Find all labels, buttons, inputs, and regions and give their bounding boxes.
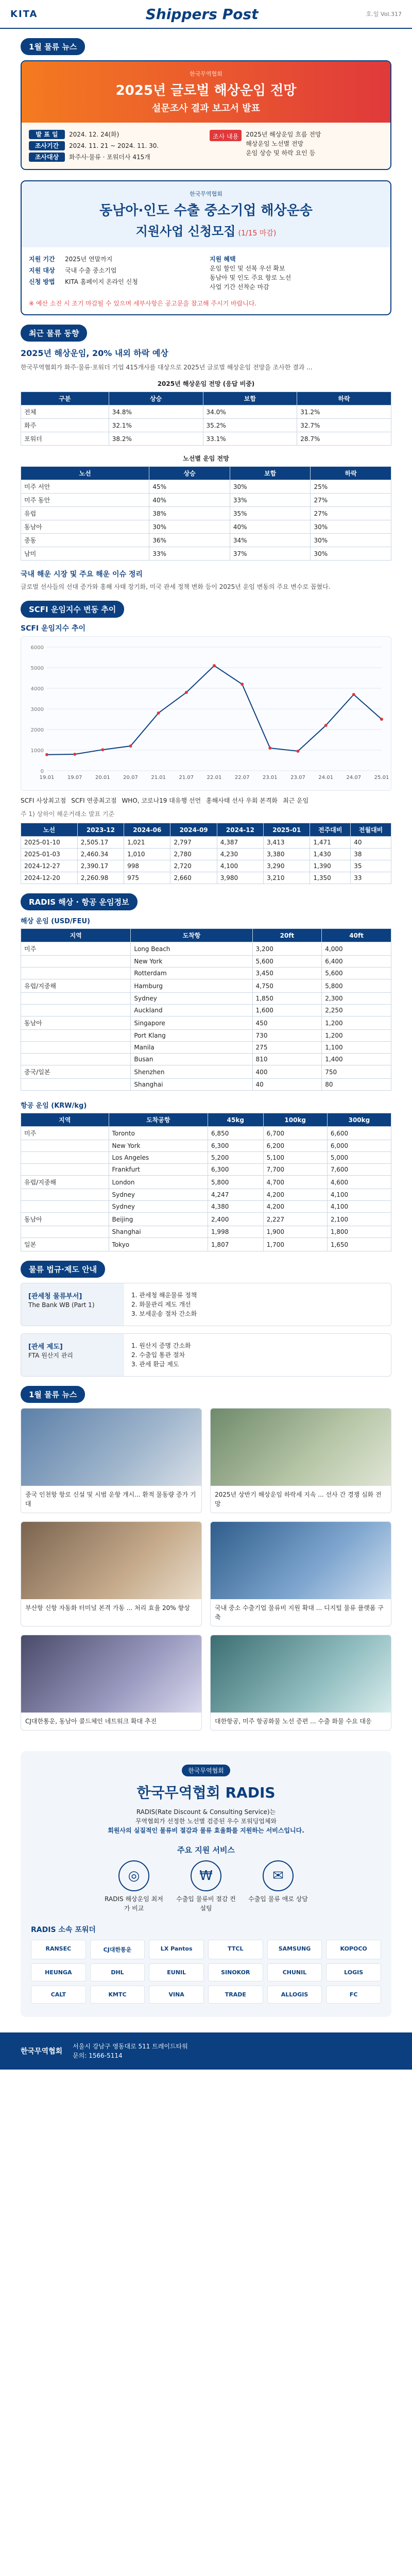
banner1-box-label: 조사 내용 [210,130,242,141]
issue-number: 호.일 Vol.317 [366,11,402,18]
law-item: 1. 관세청 해운물류 정책 [131,1292,197,1299]
law-tag: [관세청 물류부서] [28,1293,82,1300]
table-row: 전체 34.8% 34.0% 31.2% [21,405,391,419]
scfi-annotation: SCFI 연중최고점 [71,797,117,804]
news-card[interactable] [210,1521,391,1626]
x-tick-label: 19.01 [39,775,55,781]
news-caption: 2025년 상반기 해상운임 하락세 지속 ... 선사 간 경쟁 심화 전망 [215,1491,382,1507]
partner-logo[interactable]: DHL [90,1963,145,1981]
table-row: 미주 동안 40% 33% 27% [21,494,391,507]
section-label-news: 1월 물류 뉴스 [21,1386,85,1403]
table-row: Busan 810 1,400 [21,1054,391,1065]
banner2-right-item: 운임 할인 및 선복 우선 확보 [210,265,285,272]
law-item: 3. 보세운송 절차 간소화 [131,1310,197,1317]
partner-logo[interactable]: VINA [149,1986,204,2004]
news-caption: 국내 중소 수출기업 물류비 지원 확대 ... 디지털 물류 플랫폼 구축 [215,1604,384,1621]
banner2-title: 동남아·인도 수출 중소기업 해상운송 [99,203,313,218]
table-row: 미주 Long Beach 3,200 4,000 [21,942,391,956]
table-row: 중국/일본 Shenzhen 400 750 [21,1065,391,1079]
money-icon: ₩ [191,1860,221,1891]
law-item: 1. 원산지 증명 간소화 [131,1342,191,1349]
x-tick-label: 23.07 [290,775,305,781]
banner1-box-item: 해상운임 노선별 전망 [246,140,304,147]
section-label-event: 1월 물류 뉴스 [21,38,85,55]
section-label-scfi: SCFI 운임지수 변동 추이 [21,601,124,618]
svc-item[interactable] [175,1860,237,1913]
note-heading: 국내 해운 시장 및 주요 해운 이슈 정리 [21,570,143,579]
scfi-title: SCFI 운임지수 추이 [21,624,86,633]
table-row: Port Klang 730 1,200 [21,1030,391,1042]
footer-addr: 서울시 강남구 영동대로 511 트레이드타워 [73,2043,188,2050]
partner-logo[interactable]: EUNIL [149,1963,204,1981]
table-row: Auckland 1,600 2,250 [21,1005,391,1016]
footer [0,2032,412,2070]
svc-item[interactable] [247,1860,309,1913]
scfi-series-line [47,666,382,755]
table-row: Los Angeles 5,200 5,100 5,000 [21,1152,391,1164]
news-caption: 대한항공, 미주 항공화물 노선 증편 ... 수출 화물 수요 대응 [215,1718,372,1725]
table-row: New York 5,600 6,400 [21,956,391,968]
table-row: 2025-01-10 2,505.17 1,021 2,797 4,387 3,413 1,471 40 [21,837,391,849]
law-card[interactable] [21,1333,391,1377]
banner1-box-item: 운임 상승 및 하락 요인 등 [246,149,316,157]
y-tick-label: 3000 [30,707,44,713]
ad-desc: RADIS(Rate Discount & Consulting Service)는 [136,1808,276,1816]
partner-logo[interactable]: LX Pantos [149,1940,204,1959]
banner1-row: 조사기간 2024. 11. 21 ~ 2024. 11. 30. [29,141,202,150]
banner-freight-outlook[interactable] [21,60,391,170]
kita-logo[interactable]: KITA [10,8,38,20]
banner1-tag: 한국무역협회 [190,71,222,77]
table-row: Sydney 4,380 4,200 4,100 [21,1201,391,1213]
header [0,0,412,29]
banner1-subtitle: 설문조사 결과 보고서 발표 [151,103,261,114]
table-row: 일본 Tokyo 1,807 1,700 1,650 [21,1238,391,1251]
svc-item[interactable] [103,1860,165,1913]
x-tick-label: 24.07 [346,775,362,781]
table-row: 미주 서안 45% 30% 25% [21,480,391,494]
news-photo [211,1635,391,1713]
scfi-point [101,748,104,751]
news-card[interactable] [21,1521,202,1626]
table-row: Sydney 1,850 2,300 [21,993,391,1005]
scfi-point [352,693,355,696]
scfi-point [185,691,188,694]
svc-label: 수출입 물류 애로 상담 [248,1895,308,1903]
banner2-row: 지원 대상 국내 수출 중소기업 [29,267,117,274]
latest-heading: 2025년 해상운임, 20% 내외 하락 예상 [21,348,168,358]
partner-logo[interactable]: CJ대한통운 [90,1940,145,1959]
svc-label: 수출입 물류비 절감 컨설팅 [176,1895,236,1912]
table-row: 2025-01-03 2,460.34 1,010 2,780 4,230 3,380 1,430 38 [21,849,391,860]
table-row: 2024-12-27 2,390.17 998 2,720 4,100 3,290 1,390 35 [21,860,391,872]
banner2-foot-note: ※ 예산 소진 시 조기 마감될 수 있으며 세부사항은 공고문을 참고해 주시기 바랍니다. [29,300,257,307]
scfi-annotation: 최근 운임 [283,797,309,804]
latest-trends [21,347,391,591]
partner-logo[interactable]: CHUNIL [267,1963,322,1981]
scfi-point [213,664,216,667]
news-grid [21,1408,391,1731]
table-row: 포워더 38.2% 33.1% 28.7% [21,432,391,446]
law-tag: [관세 제도] [28,1343,63,1351]
scfi-point [45,753,48,756]
table-row: 화주 32.1% 35.2% 32.7% [21,419,391,432]
news-card[interactable] [210,1408,391,1513]
news-card[interactable] [21,1635,202,1731]
y-tick-label: 6000 [30,645,44,651]
radis-rates [21,916,391,1251]
banner1-box-item: 2025년 해상운임 흐름 전망 [246,131,321,138]
svc-label: RADIS 해상운임 최저가 비교 [105,1895,163,1912]
ad-title: 한국무역협회 RADIS [136,1784,276,1801]
table-row: Rotterdam 3,450 5,600 [21,968,391,979]
news-photo [211,1522,391,1599]
scfi-point [380,718,383,721]
banner2-row: 신청 방법 KITA 홈페이지 온라인 신청 [29,278,138,285]
table-row: Shanghai 1,998 1,900 1,800 [21,1226,391,1238]
table-row: 유럽/지중해 Hamburg 4,750 5,800 [21,979,391,993]
partners-title: RADIS 소속 포워더 [31,1926,96,1934]
banner2-period-note: (1/15 마감) [238,229,277,238]
scfi-point [157,711,160,715]
law-item: 2. 수출입 통관 절차 [131,1351,185,1359]
x-tick-label: 22.01 [207,775,222,781]
partner-logo[interactable]: TRADE [208,1986,263,2004]
partner-logo[interactable]: ALLOGIS [267,1986,322,2004]
table-row: 유럽/지중해 London 5,800 4,700 4,600 [21,1176,391,1189]
note-body: 글로벌 선사들의 선대 증가와 홍해 사태 장기화, 미국 관세 정책 변화 등이 2025년 운임 변동의 주요 변수로 꼽혔다. [21,583,331,590]
outlook-table-title: 2025년 해상운임 전망 (응답 비중) [157,380,255,387]
news-photo [21,1522,201,1599]
scfi-route-table: 노선 2023-12 2024-06 2024-09 2024-12 2025-01 전주대비 전월대비 2025-01-10 2,505.17 1,021 2,797 4,387 3,413 1,471 40 2025-01-03 2,460.34 1,010 2,780 4,230 3,380 1,430 38 2024-12-27 2,390.17 998 2,720 4,100 3,290 1,390 35 2024-12-20 2,260.98 975 2,660 3,980 3,210 1,350 33 [21,823,391,884]
route-outlook-table: 노선 상승 보합 하락 미주 서안 45% 30% 25% 미주 동안 40% 33% 27% 유럽 38% 35% 27% 동남아 30% 40% 30% 중동 36% 34% 30% 남미 33% 37% 30% [21,466,391,561]
table-row: 동남아 Singapore 450 1,200 [21,1016,391,1030]
table-row: 미주 Toronto 6,850 6,700 6,600 [21,1127,391,1140]
air-rate-table: 지역 도착공항 45kg 100kg 300kg 미주 Toronto 6,850 6,700 6,600 New York 6,300 6,200 6,000 Los Angeles 5,200 5,100 5,000 Frankfurt 6,300 7,700 7,600 유럽/지중해 London 5,800 4,700 4,600 Sydney 4,247 4,200 4,100 Sydney 4,380 4,200 4,100 동남아 Beijing 2,400 2,227 2,100 Shanghai 1,998 1,900 1,800 일본 Tokyo 1,807 1,700 1,650 [21,1113,391,1251]
banner2-subtitle: 지원사업 신청모집 [135,224,236,239]
partner-logos [31,1940,381,2004]
x-tick-label: 23.01 [263,775,278,781]
law-section [21,1283,391,1377]
ad-tag: 한국무역협회 [182,1765,230,1776]
table-row: 동남아 Beijing 2,400 2,227 2,100 [21,1213,391,1226]
partner-logo[interactable]: LOGIS [326,1963,381,1981]
scfi-annotation: WHO, 코로나19 대유행 선언 [122,797,201,804]
y-tick-label: 2000 [30,727,44,733]
table-row: Shanghai 40 80 [21,1079,391,1091]
x-tick-label: 19.07 [67,775,82,781]
table-row: Manila 275 1,100 [21,1042,391,1054]
x-tick-label: 25.01 [374,775,389,781]
partner-logo[interactable]: RANSEC [31,1940,86,1959]
banner-shipping-support[interactable] [21,180,391,315]
law-sub: The Bank WB (Part 1) [28,1301,95,1309]
ad-desc: 회원사의 실질적인 물류비 절감과 물류 효율화를 지원하는 서비스입니다. [108,1827,304,1834]
scfi-point [268,747,271,750]
x-tick-label: 20.01 [95,775,110,781]
partner-logo[interactable]: HEUNGA [31,1963,86,1981]
section-label-law: 물류 법규·제도 안내 [21,1261,105,1278]
table-row: 2024-12-20 2,260.98 975 2,660 3,980 3,210 1,350 33 [21,872,391,884]
globe-icon: ◎ [118,1860,149,1891]
banner1-title: 2025년 글로벌 해상운임 전망 [115,83,297,98]
x-tick-label: 21.01 [151,775,166,781]
scfi-section [21,623,391,884]
news-caption: CJ대한통운, 동남아 콜드체인 네트워크 확대 추진 [25,1718,157,1725]
banner2-right-item: 동남아 및 인도 주요 항로 노선 [210,274,291,281]
table-row: 유럽 38% 35% 27% [21,507,391,520]
section-label-latest: 최근 물류 동향 [21,325,87,342]
scfi-point [73,753,76,756]
y-tick-label: 4000 [30,686,44,692]
news-caption: 부산항 신항 자동화 터미널 본격 가동 ... 처리 효율 20% 향상 [25,1604,190,1612]
footer-tel: 문의: 1566-5114 [73,2052,123,2059]
section-label-radis: RADIS 해상 · 항공 운임정보 [21,893,138,910]
news-photo [21,1409,201,1486]
partner-logo[interactable]: SAMSUNG [267,1940,322,1959]
table-row: 남미 33% 37% 30% [21,547,391,561]
footer-org: 한국무역협회 [21,2047,63,2056]
law-sub: FTA 원산지 관리 [28,1352,73,1359]
svc-title: 주요 지원 서비스 [177,1845,235,1855]
scfi-point [241,683,244,686]
table-row: Sydney 4,247 4,200 4,100 [21,1189,391,1201]
x-tick-label: 20.07 [123,775,138,781]
radis-ad [21,1751,391,2017]
latest-intro: 한국무역협회가 화주·물류·포워더 기업 415개사를 대상으로 2025년 글로벌 해상운임 전망을 조사한 결과 ... [21,364,313,371]
x-tick-label: 24.01 [318,775,333,781]
scfi-point [297,750,300,753]
partner-logo[interactable]: TTCL [208,1940,263,1959]
outlook-table: 구분 상승 보합 하락 전체 34.8% 34.0% 31.2% 화주 32.1% 35.2% 32.7% 포워더 38.2% 33.1% 28.7% [21,392,391,446]
scfi-annotation: 홍해사태 선사 우회 본격화 [206,797,278,804]
scfi-point [324,724,328,727]
news-card[interactable] [21,1408,202,1513]
brand-title: Shippers Post [145,5,259,23]
news-photo [21,1635,201,1713]
banner1-row: 발 표 일 2024. 12. 24(화) [29,130,202,139]
table-row: New York 6,300 6,200 6,000 [21,1140,391,1152]
scfi-line-chart [21,636,391,791]
scfi-point [129,744,132,748]
partner-logo[interactable]: SINOKOR [208,1963,263,1981]
y-tick-label: 1000 [30,748,44,754]
news-caption: 중국 인천항 항로 신설 및 시범 운항 개시... 환적 물동량 증가 기대 [25,1491,196,1507]
y-tick-label: 0 [40,769,44,774]
table-row: Frankfurt 6,300 7,700 7,600 [21,1164,391,1176]
x-tick-label: 21.07 [179,775,194,781]
banner2-right-item: 사업 기간 선착순 마감 [210,283,269,291]
banner2-right-label: 지원 혜택 [210,256,236,263]
law-card[interactable] [21,1283,391,1326]
chat-icon: ✉ [263,1860,294,1891]
scfi-annotation: SCFI 사상최고점 [21,797,66,804]
law-item: 3. 관세 환급 제도 [131,1361,179,1368]
banner2-row: 지원 기간 2025년 연말까지 [29,256,113,263]
y-tick-label: 5000 [30,666,44,671]
banner1-row: 조사대상 화주사·물류 · 포워더사 415개 [29,152,202,162]
route-table-title: 노선별 운임 전망 [183,455,229,462]
partner-logo[interactable]: CALT [31,1986,86,2004]
partner-logo[interactable]: FC [326,1986,381,2004]
ad-desc: 무역협회가 선정한 노선별 검증된 우수 포워딩업체와 [135,1818,277,1825]
x-tick-label: 22.07 [234,775,250,781]
news-photo [211,1409,391,1486]
news-card[interactable] [210,1635,391,1731]
partner-logo[interactable]: KMTC [90,1986,145,2004]
sea-rate-title: 해상 운임 (USD/FEU) [21,918,90,925]
law-item: 2. 화물관리 제도 개선 [131,1301,191,1308]
partner-logo[interactable]: KOPOCO [326,1940,381,1959]
sea-rate-table: 지역 도착항 20ft 40ft 미주 Long Beach 3,200 4,000 New York 5,600 6,400 Rotterdam 3,450 5,600 유럽/지중해 Hamburg 4,750 5,800 Sydney 1,850 2,300 Auckland 1,600 2,250 동남아 Singapore 450 1,200 Port Klang 730 1,200 Manila 275 1,100 Busan 810 1,400 중국/일본 Shenzhen 400 750 Shanghai 40 80 [21,928,391,1091]
table-row: 중동 36% 34% 30% [21,534,391,547]
air-rate-title: 항공 운임 (KRW/kg) [21,1102,87,1110]
scfi-note: 주 1) 상하이 해운거래소 발표 기준 [21,810,115,818]
banner2-tag: 한국무역협회 [190,191,222,197]
table-row: 동남아 30% 40% 30% [21,520,391,534]
